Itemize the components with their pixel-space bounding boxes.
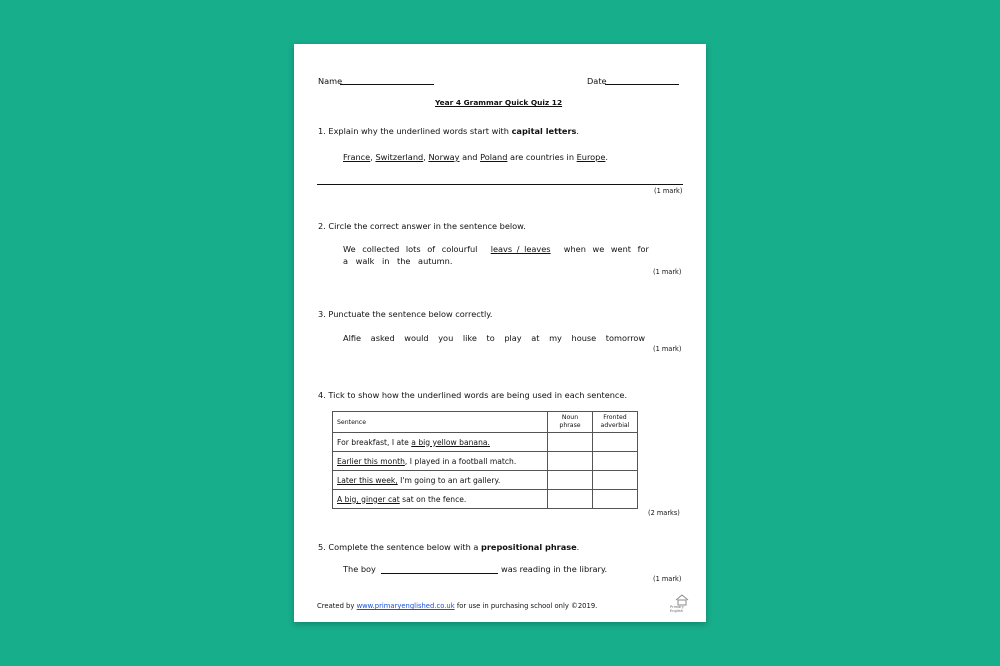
- name-label: Name: [318, 76, 343, 86]
- date-label: Date: [587, 76, 607, 86]
- q4-table-header: [333, 412, 638, 433]
- row-sentence: A big, ginger cat sat on the fence.: [333, 490, 548, 509]
- q1-prompt: 1. Explain why the underlined words start with capital letters.: [318, 126, 579, 136]
- noun-phrase-tick-cell[interactable]: [548, 452, 593, 471]
- row-sentence: For breakfast, I ate a big yellow banana.: [333, 433, 548, 452]
- footer-text: Created by www.primaryenglished.co.uk for use in purchasing school only ©2019.: [317, 602, 598, 610]
- q3-sentence: Alfie asked would you like to play at my house tomorrow: [343, 333, 646, 343]
- q2-line1: We collected lots of colourful leavs / leaves when we went for: [343, 244, 649, 254]
- row-sentence: Later this week, I'm going to an art gallery.: [333, 471, 548, 490]
- quiz-title: Year 4 Grammar Quick Quiz 12: [435, 98, 563, 107]
- q4-table: [332, 411, 638, 509]
- header-sentence: Sentence: [333, 412, 548, 433]
- q4-marks: (2 marks): [648, 509, 680, 517]
- name-line: [340, 84, 434, 85]
- q2-marks: (1 mark): [653, 268, 682, 276]
- q1-marks: (1 mark): [654, 187, 683, 195]
- q3-prompt: 3. Punctuate the sentence below correctly.: [318, 309, 493, 319]
- q1-sentence: France, Switzerland, Norway and Poland are countries in Europe.: [343, 152, 609, 162]
- table-row: [333, 490, 638, 509]
- q2-prompt: 2. Circle the correct answer in the sentence below.: [318, 221, 526, 231]
- q5-answer-line[interactable]: [381, 573, 498, 574]
- worksheet-page: [294, 44, 706, 622]
- noun-phrase-tick-cell[interactable]: [548, 490, 593, 509]
- q5-marks: (1 mark): [653, 575, 682, 583]
- table-row: [333, 471, 638, 490]
- noun-phrase-tick-cell[interactable]: [548, 471, 593, 490]
- date-line: [605, 84, 679, 85]
- q2-choice: leavs / leaves: [490, 244, 551, 254]
- q5-prompt: 5. Complete the sentence below with a prepositional phrase.: [318, 542, 580, 552]
- q5-end: was reading in the library.: [501, 564, 608, 574]
- q3-marks: (1 mark): [653, 345, 682, 353]
- q5-start: The boy: [343, 564, 376, 574]
- q1-answer-line: [317, 184, 683, 185]
- row-sentence: Earlier this month, I played in a football match.: [333, 452, 548, 471]
- logo-text: Primary English: [670, 605, 684, 613]
- fronted-adverbial-tick-cell[interactable]: [593, 490, 638, 509]
- fronted-adverbial-tick-cell[interactable]: [593, 452, 638, 471]
- footer-link[interactable]: www.primaryenglished.co.uk: [356, 602, 455, 610]
- table-row: [333, 452, 638, 471]
- fronted-adverbial-tick-cell[interactable]: [593, 433, 638, 452]
- q4-prompt: 4. Tick to show how the underlined words are being used in each sentence.: [318, 390, 628, 400]
- header-noun-phrase: Noun phrase: [548, 412, 593, 433]
- house-logo-icon: [670, 594, 694, 616]
- header-fronted-adverbial: Fronted adverbial: [593, 412, 638, 433]
- q2-line2: a walk in the autumn.: [343, 256, 453, 266]
- noun-phrase-tick-cell[interactable]: [548, 433, 593, 452]
- table-row: [333, 433, 638, 452]
- fronted-adverbial-tick-cell[interactable]: [593, 471, 638, 490]
